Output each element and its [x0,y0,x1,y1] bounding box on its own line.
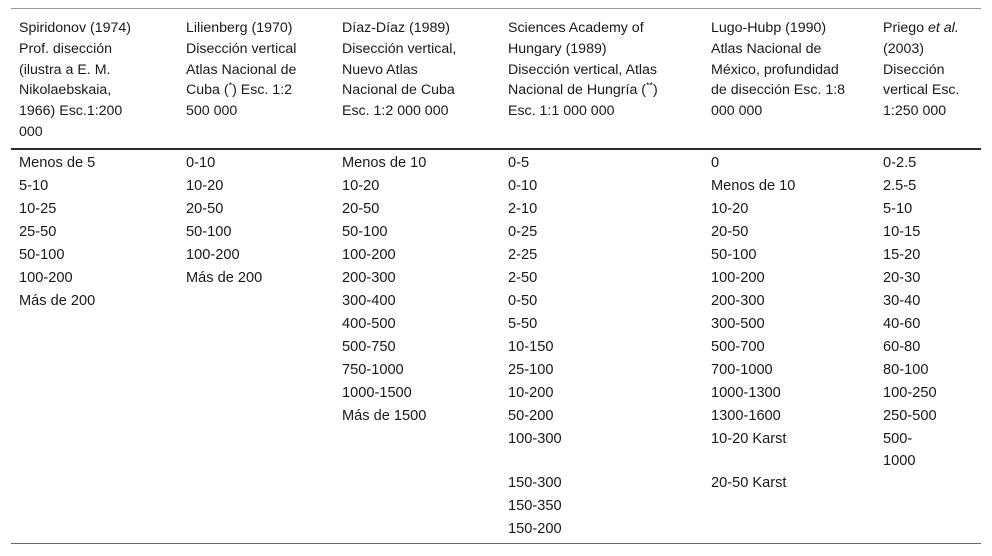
header-line: Lilienberg (1970) [186,20,293,36]
header-line: 000 [19,123,43,140]
table-cell: 10-200 [508,385,554,401]
header-text: Priego [883,20,928,36]
table-cell: 200-300 [711,293,765,309]
header-line [186,80,326,101]
header-lugo-hubp [703,9,875,148]
header-line: Disección vertical, Atlas [508,61,658,78]
footnote-marker: ** [646,80,654,91]
row-gap [508,451,695,472]
table-cell: 0-50 [508,293,538,309]
table-cell: 2-10 [508,201,538,217]
table-cell: 20-30 [883,270,921,286]
header-lilienberg [178,9,334,148]
header-line: Disección vertical [186,40,297,57]
table-cell: 0 [711,155,720,171]
header-etal: et al. [927,20,959,36]
header-line: Sciences Academy of [508,20,644,36]
table-cell: 0-5 [508,155,530,171]
header-line: (2003) [883,40,925,57]
table-cell: 5-10 [19,178,49,194]
header-line: Atlas Nacional de [186,61,297,78]
table-cell: 150-350 [508,498,562,514]
header-line: Esc. 1:2 000 000 [342,103,449,120]
table-cell: 0-25 [508,224,538,240]
column-spiridonov [11,150,178,543]
table-cell: 20-50 [186,201,224,217]
table-cell: 60-80 [883,339,921,355]
header-text: Nacional de Hungría ( [508,82,647,99]
table-cell: 250-500 [883,408,937,424]
header-line: Spiridonov (1974) [19,20,131,36]
header-line: 1:250 000 [883,103,947,120]
table-cell: Menos de 10 [711,178,796,194]
table-cell: Menos de 10 [342,155,427,171]
header-line: México, profundidad [711,61,839,78]
header-line: Atlas Nacional de [711,40,822,57]
table-cell: 300-400 [342,293,396,309]
column-lugo-hubp [703,150,875,543]
table-cell: 30-40 [883,293,921,309]
table-cell: 10-25 [19,201,57,217]
table-cell: 1000-1300 [711,385,781,401]
header-line: vertical Esc. [883,82,960,99]
table-cell: 700-1000 [711,362,773,378]
table-cell: 2-50 [508,270,538,286]
table-cell: 10-20 [186,178,224,194]
table-cell: 10-20 [711,201,749,217]
table-cell: 10-20 Karst [711,431,787,447]
table-cell: 1300-1600 [711,408,781,424]
header-hungary [500,9,703,148]
table-cell: 1000 [883,453,916,469]
header-line: Nacional de Cuba [342,82,455,99]
table-cell: 500-750 [342,339,396,355]
table-cell: 500- [883,431,913,447]
table-cell: 0-10 [186,155,216,171]
table-cell: 50-100 [186,224,232,240]
header-diaz-diaz [334,9,500,148]
header-line: Disección vertical, [342,40,457,57]
table-cell: 100-300 [508,431,562,447]
table-cell: 0-10 [508,178,538,194]
header-text: ) Esc. 1:2 [232,82,293,99]
header-line [883,18,973,39]
header-line: Esc. 1:1 000 000 [508,103,615,120]
table-cell: 500-700 [711,339,765,355]
table-cell: 1000-1500 [342,385,412,401]
header-line: Disección [883,61,945,78]
table-cell: 750-1000 [342,362,404,378]
table-cell: 40-60 [883,316,921,332]
table-cell: 300-500 [711,316,765,332]
header-line: Prof. disección [19,40,113,57]
header-line: 1966) Esc.1:200 [19,103,123,120]
column-diaz-diaz [334,150,500,543]
table-cell: 0-2.5 [883,155,917,171]
header-line [508,80,695,101]
table-cell: 10-150 [508,339,554,355]
table-cell: 50-100 [711,247,757,263]
header-line: Lugo-Hubp (1990) [711,20,827,36]
header-line: Hungary (1989) [508,40,607,57]
header-line: de disección Esc. 1:8 [711,82,846,99]
table-cell: Más de 1500 [342,408,427,424]
table-cell: 150-200 [508,521,562,537]
table-cell: 50-100 [19,247,65,263]
table-cell: 100-250 [883,385,937,401]
table-cell: 20-50 Karst [711,475,787,491]
header-line: (ilustra a E. M. [19,61,111,78]
table-cell: 15-20 [883,247,921,263]
table-cell: Menos de 5 [19,155,96,171]
header-line: 000 000 [711,103,763,120]
header-text: ) [653,82,658,99]
table-cell: 2.5-5 [883,178,917,194]
table-cell: Más de 200 [186,270,263,286]
table-cell: 10-15 [883,224,921,240]
table-cell: 200-300 [342,270,396,286]
table-bottom-rule [11,543,981,544]
table-body-row [11,150,981,543]
column-lilienberg [178,150,334,543]
table-cell: 80-100 [883,362,929,378]
footnote-marker: * [228,80,233,91]
table-cell: Más de 200 [19,293,96,309]
column-priego [875,150,981,543]
table-cell: 25-50 [19,224,57,240]
table-cell: 20-50 [342,201,380,217]
table-cell: 5-50 [508,316,538,332]
row-gap [711,451,867,472]
table-header-row [11,9,981,148]
table-cell: 10-20 [342,178,380,194]
table-cell: 100-200 [342,247,396,263]
table-cell: 150-300 [508,475,562,491]
header-line: Díaz-Díaz (1989) [342,20,451,36]
header-line: 500 000 [186,103,238,120]
table-cell: 100-200 [186,247,240,263]
table-cell: 2-25 [508,247,538,263]
header-text: Cuba ( [186,82,229,99]
table-cell: 25-100 [508,362,554,378]
table-cell: 50-100 [342,224,388,240]
table-cell: 50-200 [508,408,554,424]
header-spiridonov [11,9,178,148]
header-line: Nikolaebskaia, [19,82,112,99]
table-cell: 5-10 [883,201,913,217]
column-hungary [500,150,703,543]
table-cell: 20-50 [711,224,749,240]
header-line: Nuevo Atlas [342,61,418,78]
dissection-table [11,8,981,544]
table-cell: 400-500 [342,316,396,332]
table-cell: 100-200 [711,270,765,286]
table-cell: 100-200 [19,270,73,286]
header-priego [875,9,981,148]
